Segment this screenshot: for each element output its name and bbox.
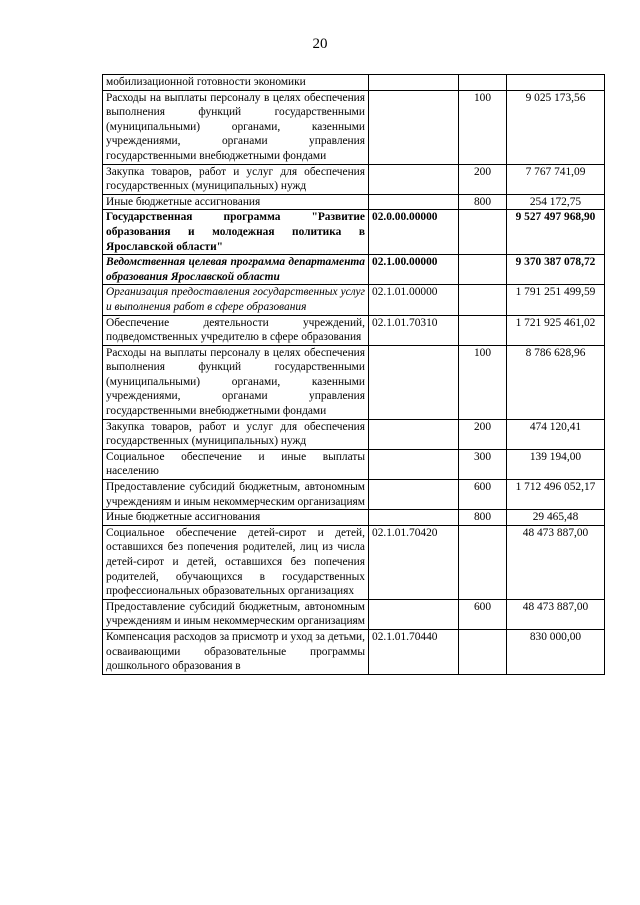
row-amount [507, 75, 605, 91]
row-name: мобилизационной готовности экономики [103, 75, 369, 91]
row-target-code [369, 90, 459, 164]
row-target-code [369, 194, 459, 210]
row-amount: 830 000,00 [507, 629, 605, 674]
table-row [103, 315, 605, 345]
row-target-code [369, 419, 459, 449]
row-expense-type: 200 [459, 164, 507, 194]
row-amount: 48 473 887,00 [507, 525, 605, 599]
row-expense-type [459, 210, 507, 255]
row-amount: 9 527 497 968,90 [507, 210, 605, 255]
row-expense-type: 800 [459, 194, 507, 210]
table-row [103, 629, 605, 674]
table-row [103, 449, 605, 479]
table-row [103, 510, 605, 526]
row-expense-type [459, 75, 507, 91]
row-target-code [369, 480, 459, 510]
row-target-code [369, 345, 459, 419]
row-target-code: 02.0.00.00000 [369, 210, 459, 255]
table-row [103, 480, 605, 510]
row-expense-type [459, 315, 507, 345]
row-expense-type [459, 525, 507, 599]
row-amount: 48 473 887,00 [507, 599, 605, 629]
row-name: Государственная программа "Развитие образования и молодежная политика в Ярославской области" [103, 210, 369, 255]
row-name: Компенсация расходов за присмотр и уход за детьми, осваивающими образовательные программы дошкольного образования в [103, 629, 369, 674]
row-name: Социальное обеспечение детей-сирот и детей, оставшихся без попечения родителей, лиц из числа детей-сирот и детей, оставшихся без попечения родителей, обучающихся в государственных профессиональных образовательных организациях [103, 525, 369, 599]
row-target-code: 02.1.01.70440 [369, 629, 459, 674]
row-amount: 139 194,00 [507, 449, 605, 479]
row-amount: 9 370 387 078,72 [507, 255, 605, 285]
row-name: Расходы на выплаты персоналу в целях обеспечения выполнения функций государственными (муниципальными) органами, казенными учреждениями, органами управления государственными внебюджетными фондами [103, 345, 369, 419]
row-name: Иные бюджетные ассигнования [103, 194, 369, 210]
row-amount: 474 120,41 [507, 419, 605, 449]
row-name: Организация предоставления государственных услуг и выполнения работ в сфере образования [103, 285, 369, 315]
row-expense-type: 600 [459, 480, 507, 510]
row-amount: 1 791 251 499,59 [507, 285, 605, 315]
row-expense-type: 100 [459, 90, 507, 164]
row-target-code [369, 164, 459, 194]
table-row [103, 285, 605, 315]
row-name: Расходы на выплаты персоналу в целях обеспечения выполнения функций государственными (муниципальными) органами, казенными учреждениями, органами управления государственными внебюджетными фондами [103, 90, 369, 164]
budget-table [102, 74, 605, 675]
row-expense-type [459, 629, 507, 674]
row-name: Социальное обеспечение и иные выплаты населению [103, 449, 369, 479]
table-row [103, 194, 605, 210]
row-expense-type: 200 [459, 419, 507, 449]
row-amount: 1 721 925 461,02 [507, 315, 605, 345]
row-target-code: 02.1.01.70310 [369, 315, 459, 345]
row-amount: 9 025 173,56 [507, 90, 605, 164]
row-expense-type [459, 285, 507, 315]
row-expense-type: 100 [459, 345, 507, 419]
row-name: Обеспечение деятельности учреждений, подведомственных учредителю в сфере образования [103, 315, 369, 345]
row-target-code [369, 75, 459, 91]
table-row [103, 210, 605, 255]
table-row [103, 525, 605, 599]
row-name: Иные бюджетные ассигнования [103, 510, 369, 526]
row-target-code [369, 599, 459, 629]
table-row [103, 419, 605, 449]
row-name: Предоставление субсидий бюджетным, автономным учреждениям и иным некоммерческим организациям [103, 599, 369, 629]
row-target-code [369, 449, 459, 479]
row-expense-type [459, 255, 507, 285]
row-target-code: 02.1.01.00000 [369, 285, 459, 315]
row-expense-type: 800 [459, 510, 507, 526]
row-target-code: 02.1.00.00000 [369, 255, 459, 285]
row-name: Закупка товаров, работ и услуг для обеспечения государственных (муниципальных) нужд [103, 164, 369, 194]
row-amount: 7 767 741,09 [507, 164, 605, 194]
table-row [103, 164, 605, 194]
row-target-code [369, 510, 459, 526]
row-amount: 254 172,75 [507, 194, 605, 210]
table-row [103, 75, 605, 91]
row-amount: 1 712 496 052,17 [507, 480, 605, 510]
table-row [103, 90, 605, 164]
table-row [103, 345, 605, 419]
row-name: Закупка товаров, работ и услуг для обеспечения государственных (муниципальных) нужд [103, 419, 369, 449]
row-expense-type: 600 [459, 599, 507, 629]
row-amount: 29 465,48 [507, 510, 605, 526]
row-name: Предоставление субсидий бюджетным, автономным учреждениям и иным некоммерческим организациям [103, 480, 369, 510]
table-row [103, 255, 605, 285]
row-expense-type: 300 [459, 449, 507, 479]
row-amount: 8 786 628,96 [507, 345, 605, 419]
page-number: 20 [312, 36, 328, 52]
row-name: Ведомственная целевая программа департамента образования Ярославской области [103, 255, 369, 285]
row-target-code: 02.1.01.70420 [369, 525, 459, 599]
table-row [103, 599, 605, 629]
